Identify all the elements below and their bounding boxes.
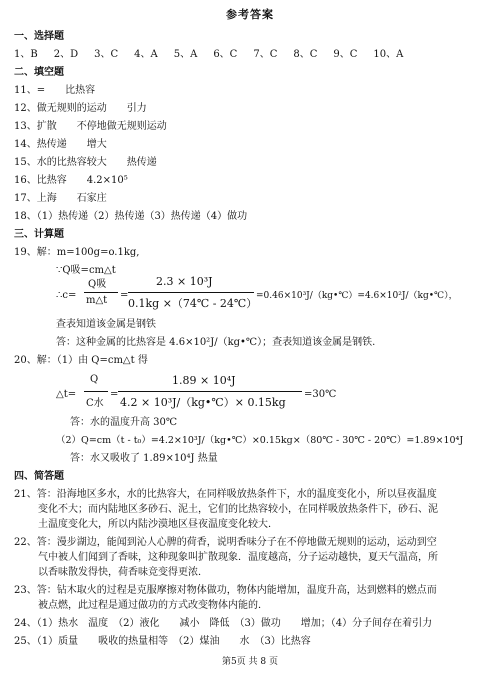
q20-frac1-num: Q (90, 374, 99, 385)
q19-c-lhs: ∴c= (56, 290, 77, 301)
page-footer: 第5页 共 8 页 (221, 657, 279, 667)
q19-frac2-num: 2.3 × 10³J (156, 275, 213, 288)
section-choice: 一、选择题 (14, 31, 64, 42)
section-short: 四、简答题 (14, 471, 64, 482)
q20-answer1: 答：水的温度升高 30℃ (70, 417, 178, 428)
choice-2: 2、D (53, 49, 79, 60)
choice-4: 4、A (134, 49, 158, 60)
fill-17: 17、上海 石家庄 (14, 193, 107, 204)
q22-line2: 气中被人们闻到了香味，这种现象叫扩散现象．温度越高，分子运动越快，夏天气温高，所 (38, 552, 438, 563)
q21-line3: 土温度变化大，所以内陆沙漠地区昼夜温度变化较大． (38, 519, 278, 530)
q20-line1: 20、解：（1）由 Q=cm△t 得 (14, 355, 148, 366)
q20-line2: （2）Q=cm（t - t₀）=4.2×10³J/（kg•℃）×0.15kg×（80℃ - 30℃ - 20℃）=1.89×10⁴J (56, 435, 464, 446)
q23-line1: 23、答：钻木取火的过程是克服摩擦对物体做功，物体内能增加，温度升高，达到燃料的燃点而 (14, 585, 437, 596)
section-calc: 三、计算题 (14, 229, 64, 240)
q20-frac2-bar (118, 391, 302, 392)
q24-answer: 24、（1）热水 温度 （2）液化 减小 降低 （3）做功 增加；（4）分子间存在着引力 (14, 618, 433, 629)
q20-eq: = (110, 389, 119, 400)
q20-frac2-den: 4.2 × 10³J/（kg•℃）× 0.15kg (120, 396, 286, 409)
q22-line3: 以香味散发得快，荷香味竞变得更浓． (38, 567, 208, 578)
q23-line2: 被点燃，此过程是通过做功的方式改变物体内能的． (38, 600, 268, 611)
q19-answer: 答：这种金属的比热容是 4.6×10²J/（kg•℃）；查表知道该金属是钢铁. (56, 337, 376, 348)
q20-frac1-bar (84, 391, 108, 392)
choice-7: 7、C (253, 49, 278, 60)
q19-result: =0.46×10³J/（kg•℃）=4.6×10²J/（kg•℃）， (256, 291, 458, 301)
q19-line3: 查表知道该金属是钢铁 (56, 319, 156, 330)
fill-18: 18、（1）热传递（2）热传递（3）热传递（4）做功 (14, 211, 248, 222)
choice-6: 6、C (213, 49, 238, 60)
choice-1: 1、B (14, 49, 38, 60)
q21-line2: 变化不大；而内陆地区多砂石、泥土，它们的比热容较小，在同样吸放热条件下，砂石、泥 (38, 504, 438, 515)
section-fill: 二、填空题 (14, 67, 64, 78)
q22-line1: 22、答：漫步湖边，能闻到沁人心脾的荷香，说明香味分子在不停地做无规则的运动，运动到空 (14, 537, 437, 548)
choice-3: 3、C (94, 49, 119, 60)
choice-10: 10、A (373, 49, 404, 60)
q20-frac1-den: C水 (86, 398, 104, 409)
q21-line1: 21、答：沿海地区多水，水的比热容大，在同样吸放热条件下，水的温度变化小，所以昼夜温度 (14, 489, 437, 500)
q19-line1: 19、解：m=100g=o.1kg, (14, 247, 140, 258)
q19-frac2-bar (128, 292, 254, 293)
fill-11: 11、= 比热容 (14, 85, 96, 96)
choice-8: 8、C (293, 49, 318, 60)
fill-15: 15、水的比热容较大 热传递 (14, 157, 157, 168)
q20-result: =30℃ (304, 389, 337, 400)
fill-13: 13、扩散 不停地做无规则运动 (14, 121, 167, 132)
choice-answers (14, 48, 419, 62)
choice-5: 5、A (173, 49, 198, 60)
q20-dt: △t= (56, 389, 77, 400)
q19-frac2-den: 0.1kg ×（74℃ - 24℃） (128, 297, 258, 310)
q19-eq: = (120, 290, 129, 301)
fill-14: 14、热传递 增大 (14, 139, 107, 150)
fill-12: 12、做无规则的运动 引力 (14, 103, 147, 114)
q19-frac1-bar (84, 292, 118, 293)
q19-frac1-num: Q吸 (88, 279, 107, 290)
q25-answer: 25、（1）质量 吸收的热量相等 （2）煤油 水 （3）比热容 (14, 636, 311, 647)
q19-frac1-den: m△t (86, 295, 108, 306)
fill-16: 16、比热容 4.2×10⁵ (14, 175, 128, 186)
q20-answer2: 答：水又吸收了 1.89×10⁴J 热量 (70, 453, 218, 464)
q20-frac2-num: 1.89 × 10⁴J (172, 374, 236, 387)
choice-9: 9、C (333, 49, 358, 60)
q19-formula: ∵Q吸=cm△t (56, 265, 116, 276)
page-title: 参考答案 (226, 8, 274, 21)
